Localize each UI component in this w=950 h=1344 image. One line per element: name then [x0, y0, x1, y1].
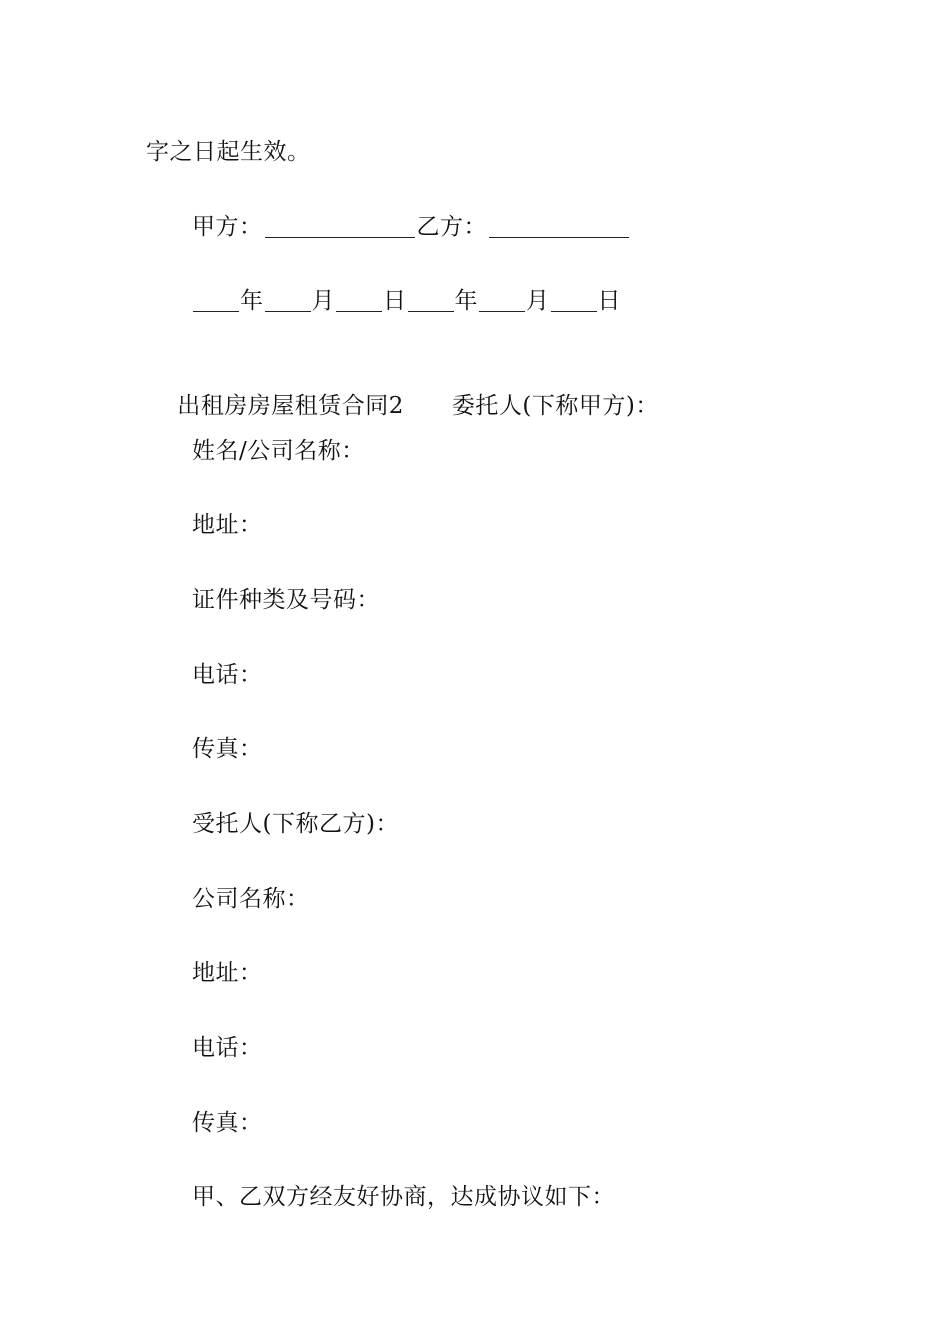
date-blank [408, 310, 454, 312]
date-day-label: 日 [597, 288, 621, 314]
date-day-label: 日 [383, 288, 407, 314]
party-b-blank [489, 236, 629, 238]
principal-address-field: 地址： [192, 512, 263, 538]
party-a-blank [265, 236, 415, 238]
party-b-label: 乙方： [416, 214, 487, 240]
date-row [192, 286, 621, 316]
date-year-label: 年 [454, 288, 478, 314]
date-month-label: 月 [526, 288, 550, 314]
agent-phone-field: 电话： [192, 1035, 263, 1061]
principal-phone-field: 电话： [192, 662, 263, 688]
date-blank [193, 310, 239, 312]
opening-fragment: 字之日起生效。 [146, 139, 311, 165]
principal-id-field: 证件种类及号码： [192, 587, 380, 613]
date-blank [479, 310, 525, 312]
date-blank [336, 310, 382, 312]
party-a-label: 甲方： [192, 214, 263, 240]
agreement-intro: 甲、乙双方经友好协商，达成协议如下： [192, 1184, 615, 1210]
agent-fax-field: 传真： [192, 1110, 263, 1136]
date-blank [551, 310, 597, 312]
agent-company-field: 公司名称： [192, 886, 310, 912]
date-year-label: 年 [240, 288, 264, 314]
date-month-label: 月 [311, 288, 335, 314]
principal-name-field: 姓名/公司名称： [192, 438, 365, 464]
date-blank [265, 310, 311, 312]
signature-row [192, 212, 631, 242]
contract-title: 出租房房屋租赁合同2 [177, 393, 404, 419]
principal-heading: 委托人(下称甲方)： [451, 393, 659, 419]
agent-address-field: 地址： [192, 960, 263, 986]
principal-fax-field: 传真： [192, 736, 263, 762]
agent-heading: 受托人(下称乙方)： [192, 811, 399, 837]
